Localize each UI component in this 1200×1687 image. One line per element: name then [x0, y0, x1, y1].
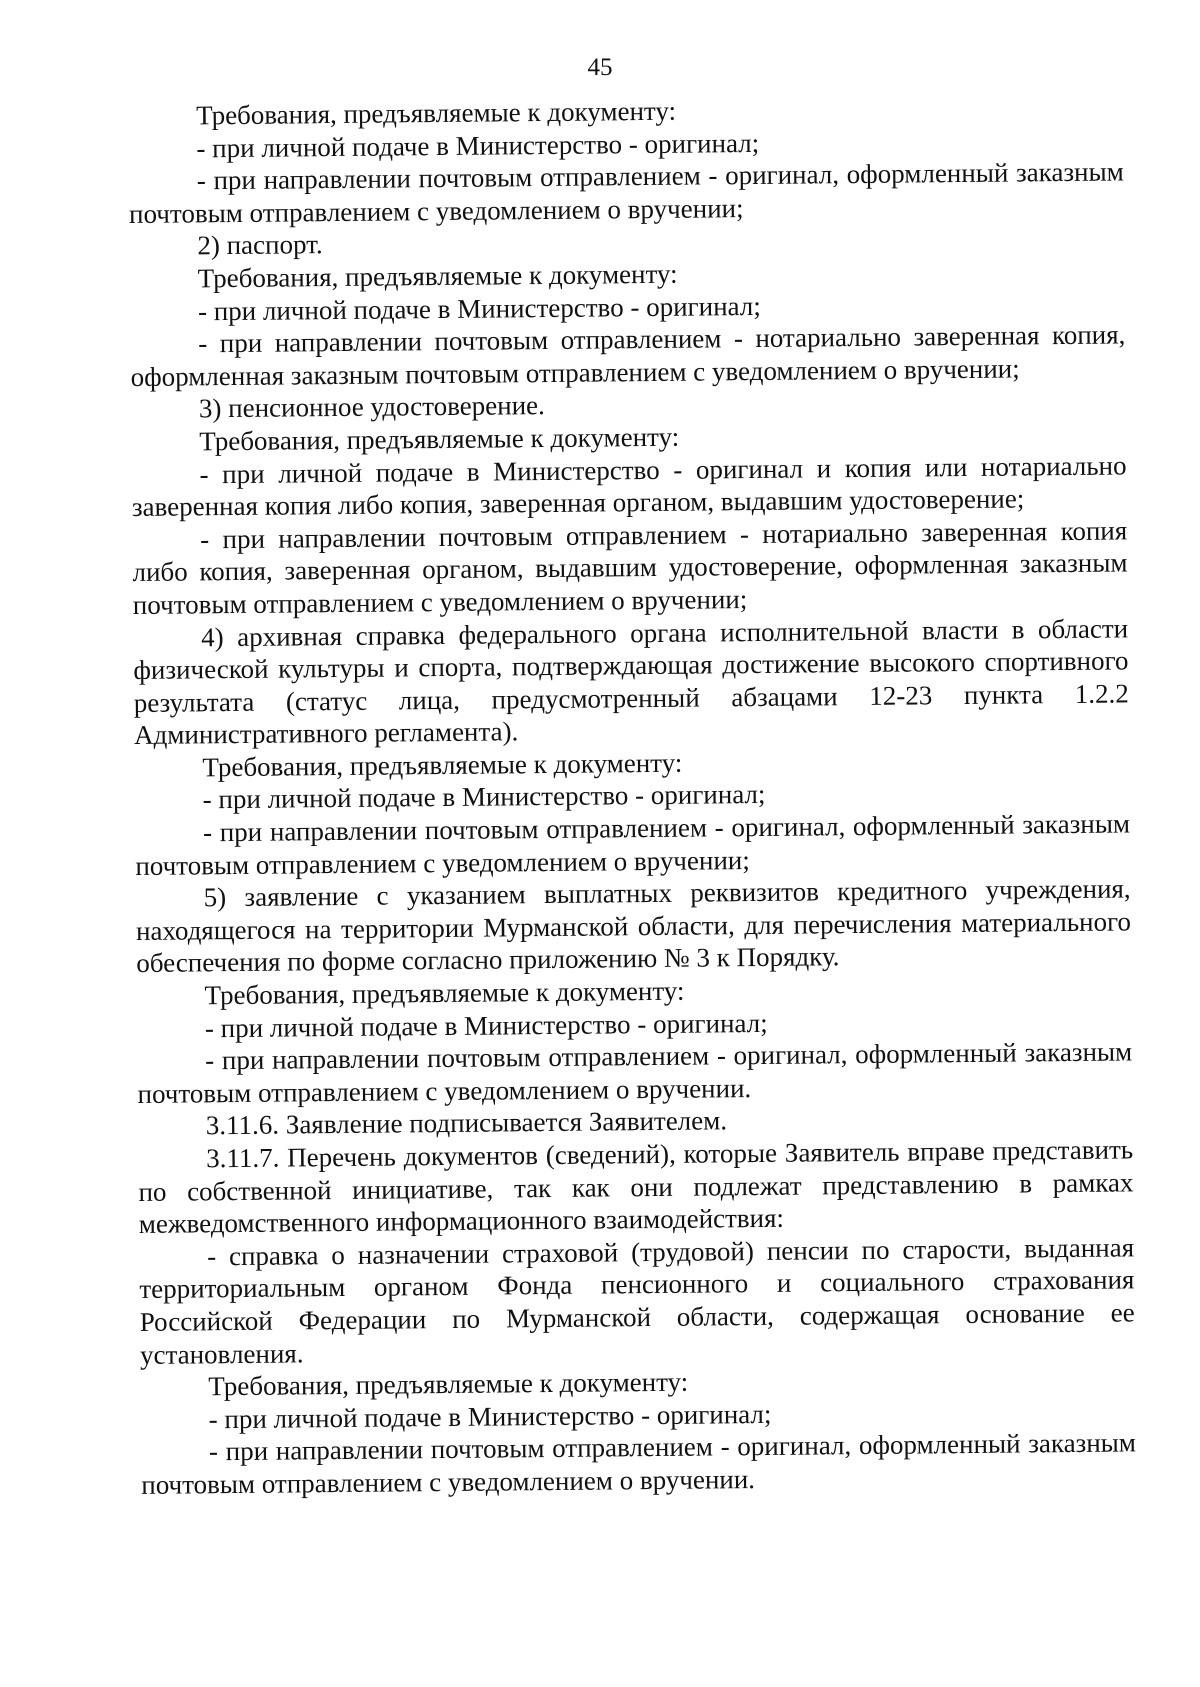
- document-body: [128, 90, 1136, 1501]
- paragraph-item-application: 5) заявление с указанием выплатных реквизитов кредитного учреждения, находящегося на территории Мурманской области, для перечисления материального обеспечения по форме согласно приложению № 3 к Порядку.: [135, 873, 1132, 979]
- paragraph-pension-reference: - справка о назначении страховой (трудовой) пенсии по старости, выданная территориальным органом Фонда пенсионного и социального страхования Российской Федерации по Мурманской области, содержащая основание ее установления.: [139, 1232, 1135, 1370]
- paragraph-requirements-2: Требования, предъявляемые к документу:: [197, 258, 678, 294]
- paragraph-section-3-11-7: 3.11.7. Перечень документов (сведений), которые Заявитель вправе представить по собственной инициативе, так как они подлежат представлению в рамках межведомственного информационного взаимодействия:: [138, 1134, 1134, 1240]
- paragraph-personal-submission-3: - при личной подаче в Министерство - оригинал и копия или нотариально заверенная копия либо копия, заверенная органом, выдавшим удостоверение;: [131, 449, 1127, 523]
- paragraph-personal-submission-5: - при личной подаче в Министерство - оригинал;: [204, 1007, 768, 1043]
- paragraph-postal-submission-1: - при направлении почтовым отправлением - оригинал, оформленный заказным почтовым отправлением с уведомлением о вручении;: [128, 156, 1124, 229]
- paragraph-personal-submission-6: - при личной подаче в Министерство - оригинал;: [208, 1398, 772, 1435]
- paragraph-postal-submission-6: - при направлении почтовым отправлением - оригинал, оформленный заказным почтовым отправлением с уведомлением о вручении.: [141, 1427, 1137, 1500]
- paragraph-item-archive-reference: 4) архивная справка федерального органа исполнительной власти в области физической культуры и спорта, подтверждающая достижение высокого спортивного результата (статус лица, предусмотренный абзацами 12-23 пункта 1.2.2 Административного регламента).: [133, 612, 1129, 751]
- paragraph-postal-submission-4: - при направлении почтовым отправлением - оригинал, оформленный заказным почтовым отправлением с уведомлением о вручении;: [135, 808, 1131, 881]
- paragraph-personal-submission-4: - при личной подаче в Министерство - оригинал;: [202, 779, 766, 815]
- paragraph-postal-submission-3: - при направлении почтовым отправлением - нотариально заверенная копия либо копия, заверенная органом, выдавшим удостоверение, оформленная заказным почтовым отправлением с уведомлением о вручении;: [132, 515, 1128, 620]
- paragraph-requirements-4: Требования, предъявляемые к документу:: [202, 747, 683, 783]
- paragraph-requirements-5: Требования, предъявляемые к документу:: [204, 975, 685, 1011]
- paragraph-personal-submission-2: - при личной подаче в Министерство - оригинал;: [197, 290, 761, 326]
- paragraph-postal-submission-5: - при направлении почтовым отправлением - оригинал, оформленный заказным почтовым отправлением с уведомлением о вручении.: [137, 1036, 1133, 1109]
- paragraph-requirements-1: Требования, предъявляемые к документу:: [196, 95, 677, 131]
- paragraph-requirements-6: Требования, предъявляемые к документу:: [208, 1366, 689, 1402]
- paragraph-postal-submission-2: - при направлении почтовым отправлением - нотариально заверенная копия, оформленная заказным почтовым отправлением с уведомлением о вручении;: [130, 319, 1126, 392]
- paragraph-item-pension-certificate: 3) пенсионное удостоверение.: [198, 390, 545, 424]
- page-number: 45: [587, 54, 613, 81]
- paragraph-requirements-3: Требования, предъявляемые к документу:: [199, 421, 680, 457]
- paragraph-personal-submission-1: - при личной подаче в Министерство - оригинал;: [196, 127, 760, 163]
- paragraph-section-3-11-6: 3.11.6. Заявление подписывается Заявителем.: [205, 1105, 728, 1141]
- paragraph-item-passport: 2) паспорт.: [197, 229, 323, 261]
